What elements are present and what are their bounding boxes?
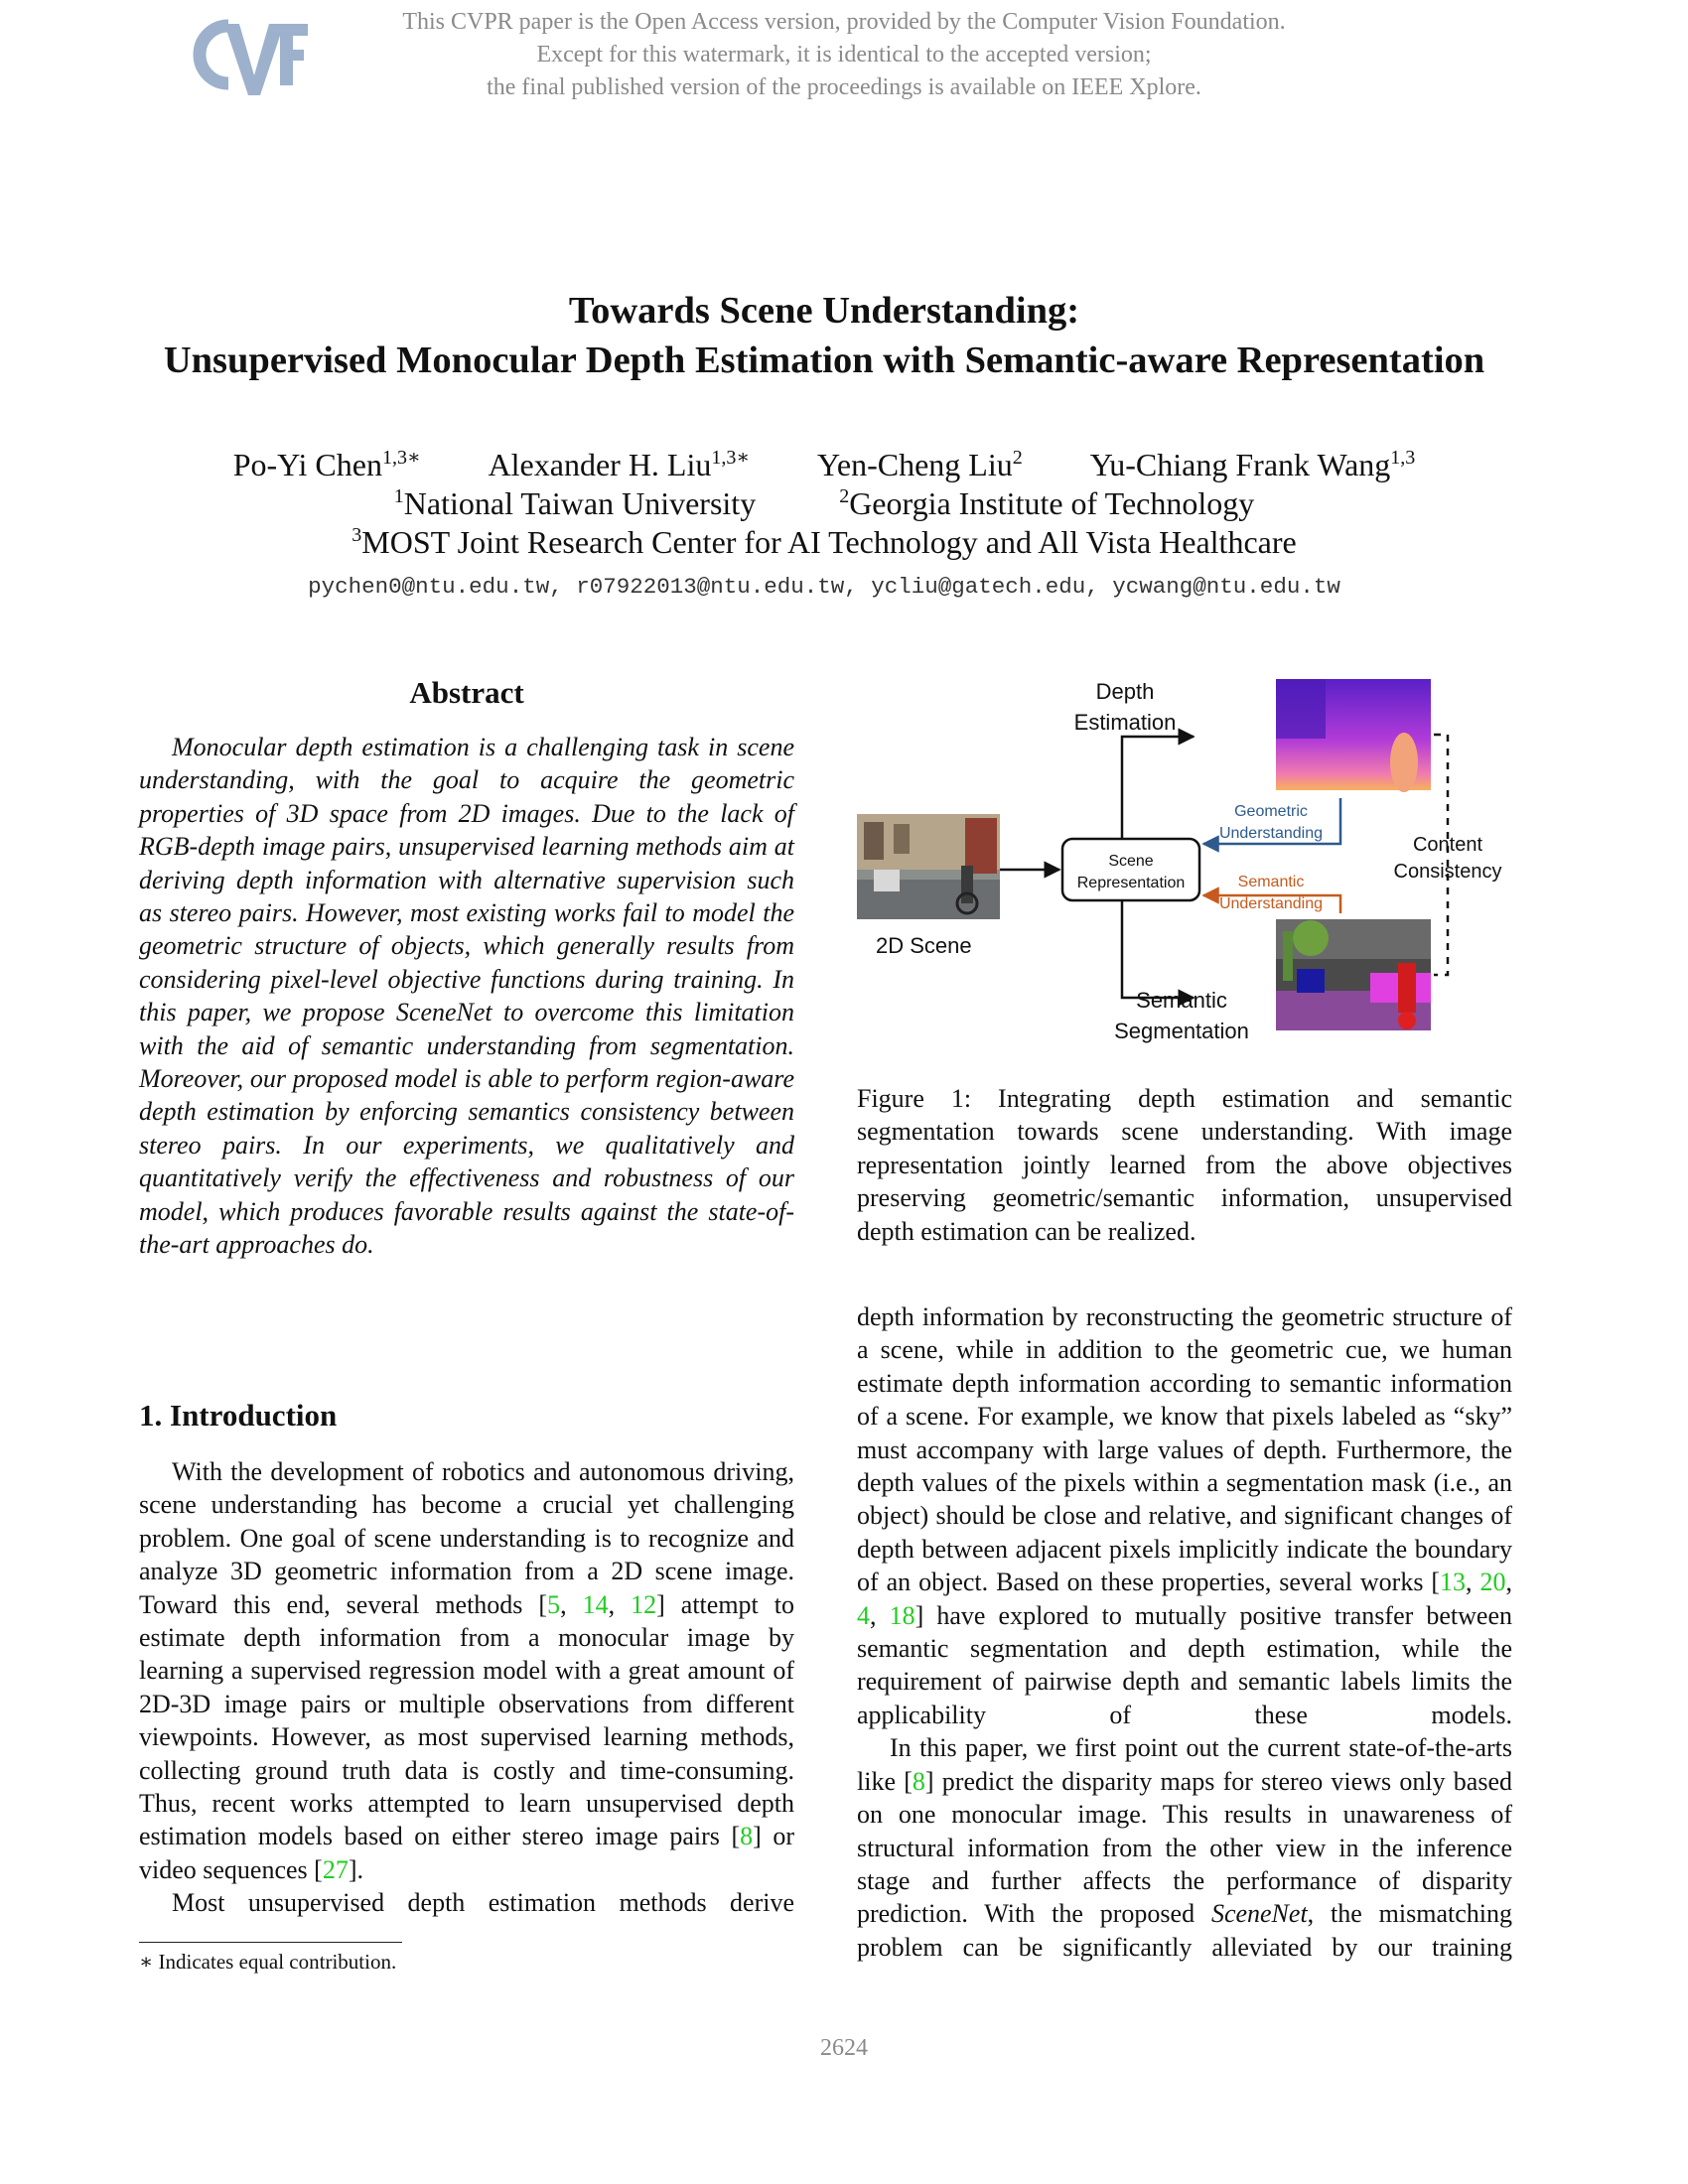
- author-name: Yu-Chiang Frank Wang: [1089, 447, 1391, 482]
- author-name: Po-Yi Chen: [232, 447, 382, 482]
- affiliation: [839, 483, 1254, 523]
- emphasis-scenenet: SceneNet: [1210, 1899, 1308, 1929]
- text-run: In this paper, we first point out the current state-of-the-arts like [: [857, 1733, 1512, 1796]
- caption-text: Figure 1: Integrating depth estimation and semantic segmentation towards scene understanding. With image representation jointly learned from the above objectives preserving geometric/semantic information, unsupervised depth estimation can be realized.: [857, 1084, 1512, 1246]
- author-name: Yen-Cheng Liu: [816, 447, 1013, 482]
- text-run: ,: [870, 1600, 890, 1630]
- author-list: [60, 445, 1589, 484]
- affiliation-mark: 3: [352, 524, 362, 546]
- text-run: ] attempt to estimate depth information from a monocular image by learning a supervised regression model with a great amount of 2D-3D image pairs or multiple observations from different viewpoints. However, as most supervised learning methods, collecting ground truth data is costly and time-consuming. Thus, recent works attempted to learn unsupervised depth estimation models based on either stereo image pairs [: [139, 1589, 795, 1851]
- footnote-rule: [139, 1942, 402, 1943]
- citation-link[interactable]: 8: [740, 1822, 754, 1851]
- figure-1-caption: [857, 1082, 1512, 1248]
- text-run: ,: [608, 1589, 632, 1619]
- affiliation-line-2: [60, 522, 1589, 562]
- introduction-continued: [857, 1300, 1512, 1964]
- intro-paragraph-2: Most unsupervised depth estimation methods derive: [172, 1888, 794, 1918]
- geometric-label-1: Geometric: [1234, 803, 1308, 820]
- segmentation-label-1: Semantic: [1136, 988, 1227, 1013]
- author: [233, 445, 421, 484]
- segmentation-label-2: Segmentation: [1114, 1019, 1249, 1043]
- text-run: ] or video sequences [: [139, 1822, 794, 1884]
- scene-2d-label: 2D Scene: [876, 933, 972, 958]
- citation-link[interactable]: 12: [631, 1589, 657, 1619]
- affiliation-name: MOST Joint Research Center for AI Technology and All Vista Healthcare: [361, 524, 1297, 560]
- watermark-text: [328, 6, 1360, 104]
- depth-map-image: [1276, 679, 1431, 792]
- scene-representation-label-2: Representation: [1076, 875, 1186, 891]
- semantic-understanding-label-1: Semantic: [1237, 874, 1305, 890]
- affiliation-name: Georgia Institute of Technology: [849, 485, 1255, 521]
- citation-link[interactable]: 14: [582, 1589, 609, 1619]
- author-affiliation-mark: 2: [1012, 447, 1023, 469]
- abstract-section: [139, 675, 794, 1262]
- content-consistency-label-2: Consistency: [1393, 861, 1502, 883]
- author: [817, 445, 1023, 484]
- author-affiliation-mark: 1,3: [1390, 447, 1416, 469]
- segmentation-branch-arrow: [1122, 900, 1194, 998]
- semantic-understanding-label-2: Understanding: [1218, 895, 1324, 912]
- title-line-2: Unsupervised Monocular Depth Estimation with Semantic-aware Representation: [163, 340, 1485, 381]
- text-run: ,: [1466, 1568, 1480, 1597]
- affiliation-line-1: [60, 483, 1589, 523]
- text-run: ] predict the disparity maps for stereo views only based on one monocular image. This results in unawareness of structural information from the other view in the inference stage and further affects the performance of disparity prediction. With the proposed: [857, 1766, 1512, 1929]
- footnote: ∗ Indicates equal contribution.: [139, 1950, 397, 1974]
- abstract-text: Monocular depth estimation is a challenging task in scene understanding, with the goal to acquire the geometric properties of 3D space from 2D images. Due to the lack of RGB-depth image pairs, unsupervised learning methods aim at deriving depth information with alternative supervision such as stereo pairs. However, most existing works fail to model the geometric structure of objects, which generally results from considering pixel-level objective functions during training. In this paper, we propose SceneNet to overcome this limitation with the aid of semantic understanding from segmentation. Moreover, our proposed model is able to perform region-aware depth estimation by enforcing semantics consistency between stereo pairs. In our experiments, we qualitatively and quantitatively verify the effectiveness and robustness of our model, which produces favorable results against the state-of-the-art approaches do.: [139, 733, 794, 1260]
- citation-link[interactable]: 8: [912, 1766, 925, 1796]
- text-run: ] have explored to mutually positive transfer between semantic segmentation and depth estimation, while the requirement of pairwise depth and semantic labels limits the applicability of these models.: [857, 1600, 1512, 1729]
- citation-link[interactable]: 13: [1440, 1568, 1467, 1597]
- author: [1090, 445, 1416, 484]
- segmentation-map-image: [1276, 919, 1431, 1030]
- paper-title: [60, 286, 1589, 385]
- geometric-label-2: Understanding: [1218, 825, 1324, 842]
- abstract-heading: Abstract: [409, 675, 524, 710]
- content-consistency-label-1: Content: [1412, 834, 1483, 856]
- citation-link[interactable]: 18: [889, 1600, 915, 1630]
- watermark-line: Except for this watermark, it is identical to the accepted version;: [536, 42, 1152, 68]
- page-number: 2624: [820, 2035, 868, 2061]
- scene-representation-label-1: Scene: [1108, 853, 1154, 870]
- affiliation-mark: 1: [393, 485, 404, 507]
- scene-photo: [857, 814, 1000, 919]
- text-run: ,: [1505, 1568, 1512, 1597]
- text-run: depth information by reconstructing the geometric structure of a scene, while in addition to the geometric cue, we human estimate depth information according to semantic information of a scene. For example, we know that pixels labeled as “sky” must accompany with large values of depth. Furthermore, the depth values of the pixels within a segmentation mask (i.e., an object) should be close and relative, and significant changes of depth between adjacent pixels implicitly indicate the boundary of an object. Based on these properties, several works [: [857, 1302, 1512, 1597]
- text-run: ].: [348, 1854, 363, 1884]
- depth-branch-arrow: [1122, 737, 1194, 839]
- citation-link[interactable]: 27: [322, 1854, 349, 1884]
- watermark-line: This CVPR paper is the Open Access version, provided by the Computer Vision Foundation.: [402, 9, 1286, 35]
- cvf-logo: [185, 14, 308, 95]
- author-name: Alexander H. Liu: [488, 447, 712, 482]
- watermark-line: the final published version of the proceedings is available on IEEE Xplore.: [487, 74, 1201, 100]
- citation-link[interactable]: 4: [857, 1600, 870, 1630]
- intro-paragraph-1: [139, 1455, 794, 1886]
- author-affiliation-mark: 1,3∗: [381, 447, 421, 469]
- figure-1-diagram: [854, 675, 1519, 1052]
- author: [489, 445, 750, 484]
- author-emails: pychen0@ntu.edu.tw, r07922013@ntu.edu.tw, ycliu@gatech.edu, ycwang@ntu.edu.tw: [308, 574, 1340, 600]
- intro-paragraph-4: [857, 1731, 1512, 1964]
- affiliation-mark: 2: [839, 485, 850, 507]
- title-line-1: Towards Scene Understanding:: [568, 290, 1080, 332]
- citation-link[interactable]: 5: [547, 1589, 561, 1619]
- affiliation: [394, 483, 756, 523]
- text-run: With the development of robotics and autonomous driving, scene understanding has become a crucial yet challenging problem. One goal of scene understanding is to recognize and analyze 3D geometric information from a 2D scene image. Toward this end, several methods [: [139, 1457, 794, 1619]
- intro-paragraph-3: [857, 1300, 1512, 1731]
- text-run: , the mismatching problem can be significantly alleviated by our training: [857, 1899, 1512, 1962]
- text-run: ,: [560, 1589, 583, 1619]
- author-affiliation-mark: 1,3∗: [711, 447, 750, 469]
- depth-label-2: Estimation: [1073, 710, 1177, 735]
- introduction-section: [139, 1398, 794, 1920]
- introduction-heading: 1. Introduction: [139, 1398, 338, 1433]
- depth-label-1: Depth: [1095, 679, 1155, 704]
- citation-link[interactable]: 20: [1479, 1568, 1506, 1597]
- affiliation-name: National Taiwan University: [403, 485, 757, 521]
